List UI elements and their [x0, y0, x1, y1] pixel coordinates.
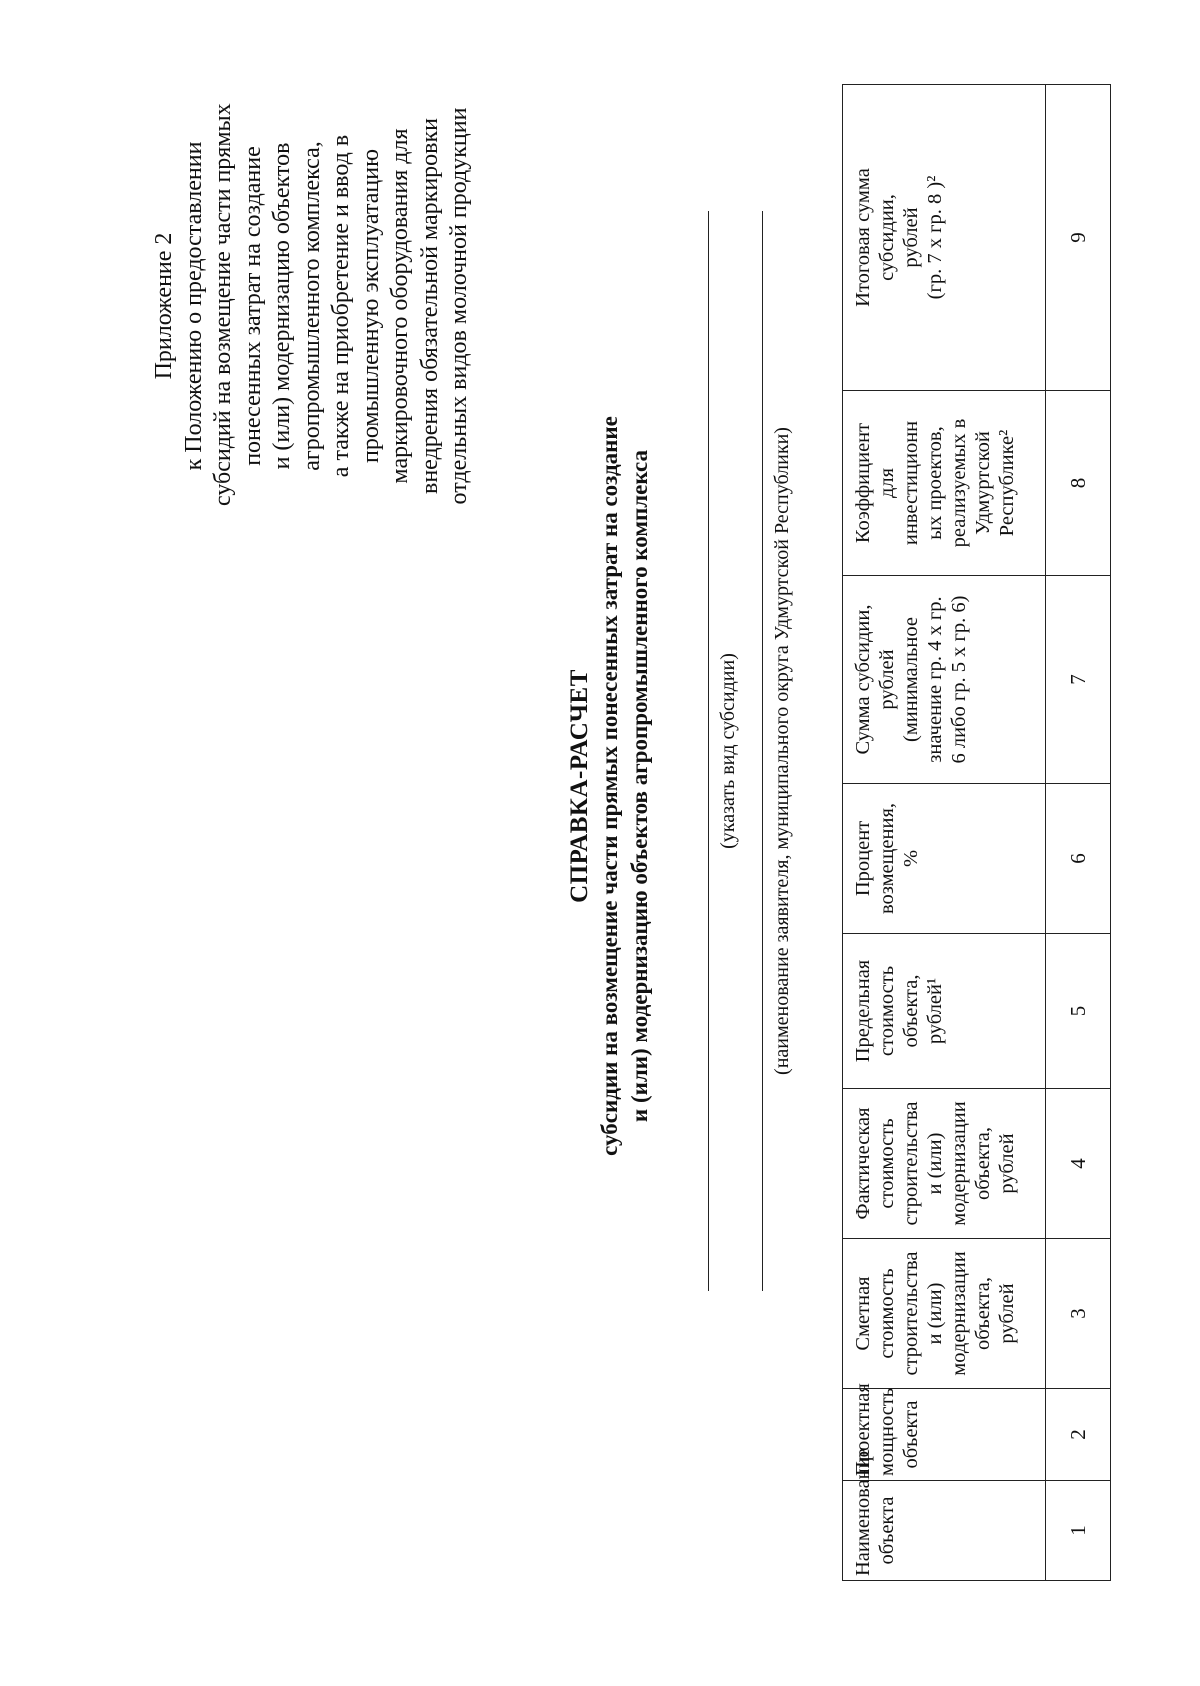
header-cell-line: рублей [900, 207, 922, 268]
column-number-cell: 2 [1046, 1389, 1111, 1481]
header-cell-col-6 [843, 784, 1046, 934]
header-cell-line: 6 либо гр. 5 х гр. 6) [948, 595, 970, 764]
header-cell-line: строительства [900, 1251, 922, 1376]
header-cell-line: объекта, [972, 1277, 994, 1350]
header-cell-col-7 [843, 576, 1046, 784]
column-number-cell: 5 [1046, 934, 1111, 1089]
header-cell-line: инвестиционн [900, 420, 922, 546]
column-number-cell: 6 [1046, 784, 1111, 934]
appendix-line: и (или) модернизацию объектов [269, 142, 295, 470]
header-cell-line: объекта [876, 1496, 898, 1565]
header-cell-line: субсидии, [876, 194, 898, 281]
header-cell-line: рублей [876, 649, 898, 710]
appendix-line: Приложение 2 [151, 232, 177, 380]
applicant-line [762, 211, 763, 1291]
table-column-number-row [1046, 85, 1111, 1581]
document-title: СПРАВКА-РАСЧЕТ [566, 669, 593, 903]
column-number-cell: 7 [1046, 576, 1111, 784]
header-cell-col-1 [843, 1448, 1046, 1581]
document-subtitle-line-1: субсидии на возмещение части прямых понесенных затрат на создание [597, 416, 622, 1156]
column-number-cell: 3 [1046, 1239, 1111, 1389]
column-number-cell: 4 [1046, 1089, 1111, 1239]
header-cell-line: Наименование [852, 1448, 874, 1576]
header-cell-line: (минимальное [900, 617, 922, 742]
header-cell-line: (гр. 7 х гр. 8 )² [924, 175, 946, 300]
header-cell-line: Республике² [996, 429, 1018, 537]
appendix-line: промышленную эксплуатацию [357, 148, 384, 464]
header-cell-line: значение гр. 4 х гр. [924, 596, 946, 763]
calculation-table [842, 84, 1111, 1581]
appendix-line: понесенных затрат на создание [239, 146, 266, 466]
header-cell-col-4 [843, 1089, 1046, 1239]
header-cell-line: Предельная [852, 959, 874, 1063]
header-cell-line: стоимость [876, 1268, 898, 1359]
header-cell-line: объекта [900, 1400, 922, 1469]
column-number-cell: 1 [1046, 1481, 1111, 1581]
header-cell-line: и (или) [924, 1132, 946, 1195]
header-cell-line: модернизации [948, 1101, 970, 1226]
header-cell-line: Проектная [852, 1383, 874, 1476]
subsidy-type-caption: (указать вид субсидии) [717, 653, 739, 849]
document-subtitle-line-2: и (или) модернизацию объектов агропромышленного комплекса [627, 449, 652, 1123]
header-cell-line: для [876, 467, 898, 499]
subsidy-type-line [708, 211, 709, 1291]
header-cell-col-5 [843, 934, 1046, 1089]
column-number-cell: 9 [1046, 85, 1111, 391]
applicant-field [762, 211, 794, 1291]
header-cell-line: объекта, [972, 1127, 994, 1200]
column-number-cell: 8 [1046, 391, 1111, 576]
header-cell-line: Сумма субсидии, [852, 604, 874, 755]
appendix-line: внедрения обязательной маркировки [416, 117, 443, 495]
header-cell-line: модернизации [948, 1251, 970, 1376]
header-cell-line: мощность [876, 1387, 898, 1476]
header-cell-line: рублей [996, 1133, 1018, 1194]
header-cell-col-3 [843, 1239, 1046, 1389]
appendix-line: субсидий на возмещение части прямых [210, 103, 236, 506]
document-heading [565, 406, 655, 1166]
appendix-line: агропромышленного комплекса, [298, 141, 325, 471]
appendix-line: а также на приобретение и ввод в [328, 134, 354, 478]
header-cell-line: стоимость [876, 965, 898, 1057]
header-cell-line: и (или) [924, 1282, 946, 1345]
header-cell-line: рублей [996, 1283, 1018, 1344]
header-cell-line: строительства [900, 1101, 922, 1226]
subsidy-type-field [708, 211, 740, 1291]
header-cell-line: Сметная [852, 1276, 874, 1351]
header-cell-line: Удмуртской [972, 431, 994, 535]
appendix-line: к Положению о предоставлении [180, 141, 207, 471]
header-cell-line: Коэффициент [852, 422, 874, 544]
appendix-line: отдельных видов молочной продукции [446, 107, 472, 505]
header-cell-col-9 [843, 85, 1046, 391]
header-cell-col-8 [843, 391, 1046, 576]
header-cell-line: объекта, [900, 974, 922, 1048]
header-cell-line: рублей¹ [924, 977, 946, 1045]
applicant-caption: (наименование заявителя, муниципального округа Удмуртской Республики) [771, 427, 793, 1075]
header-cell-col-2 [843, 1383, 1046, 1481]
header-cell-line: Фактическая [852, 1107, 874, 1220]
header-cell-line: ых проектов, [924, 426, 946, 540]
header-cell-line: реализуемых в [948, 418, 970, 548]
header-cell-line: стоимость [876, 1118, 898, 1209]
table-header-row [843, 85, 1046, 1581]
header-cell-line: Процент [852, 820, 874, 897]
appendix-block [150, 103, 475, 506]
header-cell-line: % [900, 849, 922, 868]
header-cell-line: Итоговая сумма [852, 168, 874, 307]
header-cell-line: возмещения, [876, 802, 898, 915]
appendix-line: маркировочного оборудования для [387, 128, 413, 484]
